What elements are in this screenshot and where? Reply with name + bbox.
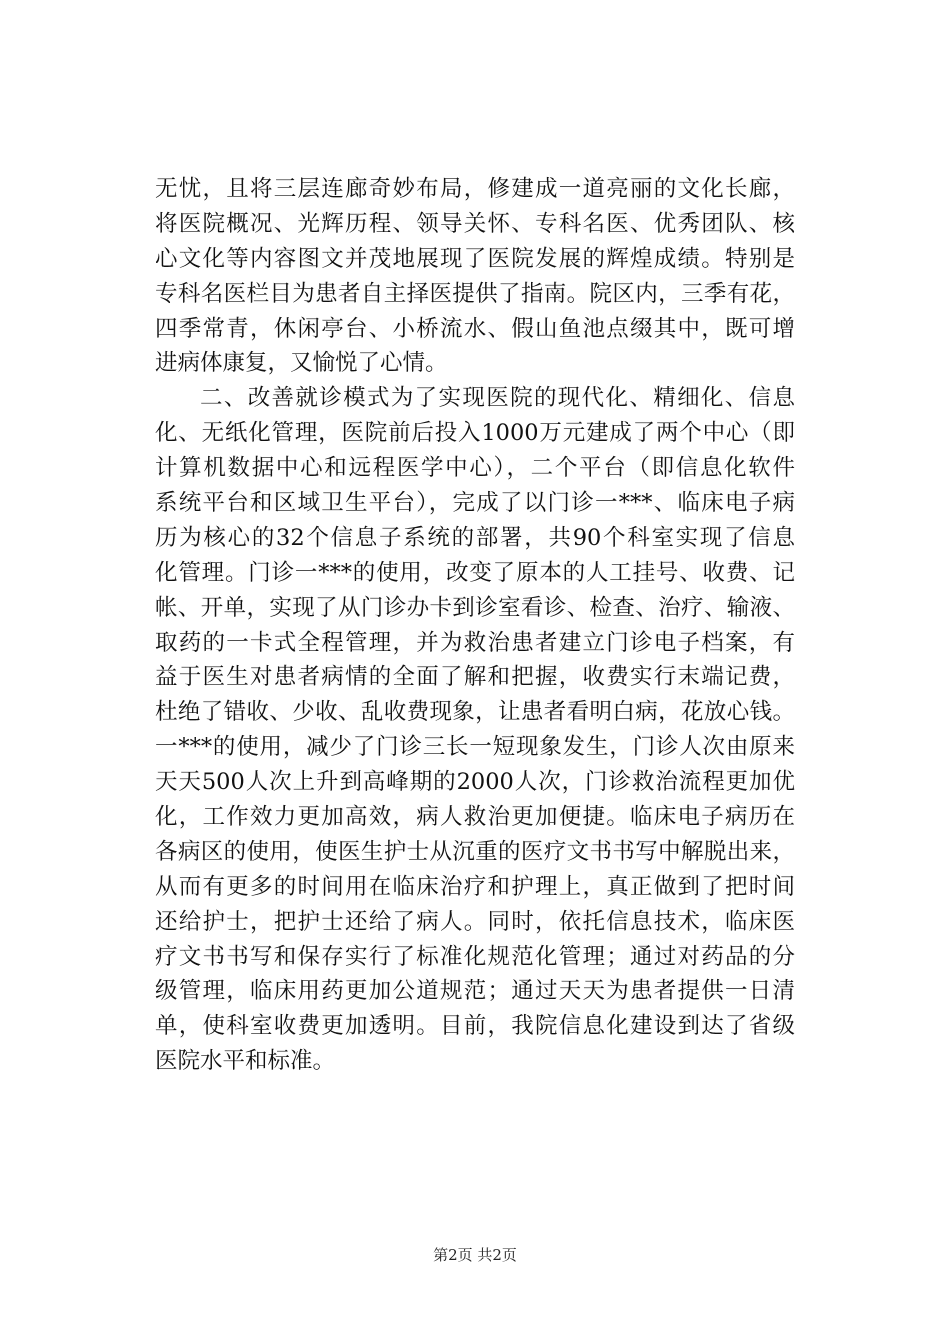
text-line: 化、无纸化管理，医院前后投入1000万元建成了两个中心（即 [155,420,795,447]
text-line: 一***的使用，减少了门诊三长一短现象发生，门诊人次由原来 [155,734,795,761]
text-line: 计算机数据中心和远程医学中心），二个平台（即信息化软件 [155,455,795,482]
text-line: 杜绝了错收、少收、乱收费现象，让患者看明白病，花放心钱。 [155,699,795,726]
text-line: 化，工作效力更加高效，病人救治更加便捷。临床电子病历在 [155,804,795,831]
text-line: 化管理。门诊一***的使用，改变了原本的人工挂号、收费、记 [155,559,795,586]
text-line: 级管理，临床用药更加公道规范；通过天天为患者提供一日清 [155,978,795,1005]
paragraph-start-line: 二、改善就诊模式为了实现医院的现代化、精细化、信息 [200,385,795,412]
text-line: 将医院概况、光辉历程、领导关怀、专科名医、优秀团队、核 [155,210,795,237]
text-line: 医院水平和标准。 [155,1048,336,1075]
text-line: 天天500人次上升到高峰期的2000人次，门诊救治流程更加优 [155,769,795,796]
text-line: 益于医生对患者病情的全面了解和把握，收费实行末端记费， [155,664,795,691]
text-line: 系统平台和区域卫生平台），完成了以门诊一***、临床电子病 [155,490,795,517]
text-line: 单，使科室收费更加透明。目前，我院信息化建设到达了省级 [155,1013,795,1040]
text-line: 从而有更多的时间用在临床治疗和护理上，真正做到了把时间 [155,873,795,900]
text-line: 还给护士，把护士还给了病人。同时，依托信息技术，临床医 [155,908,795,935]
text-line: 历为核心的32个信息子系统的部署，共90个科室实现了信息 [155,524,795,551]
text-line: 心文化等内容图文并茂地展现了医院发展的辉煌成绩。特别是 [155,245,795,272]
text-line: 四季常青，休闲亭台、小桥流水、假山鱼池点缀其中，既可增 [155,315,795,342]
page-number-footer: 第2页 共2页 [433,1246,517,1264]
text-line: 无忧，且将三层连廊奇妙布局，修建成一道亮丽的文化长廊， [155,176,795,202]
text-line: 帐、开单，实现了从门诊办卡到诊室看诊、检查、治疗、输液、 [155,594,795,621]
text-line: 疗文书书写和保存实行了标准化规范化管理；通过对药品的分 [155,943,795,970]
text-line: 取药的一卡式全程管理，并为救治患者建立门诊电子档案，有 [155,629,795,656]
text-line: 专科名医栏目为患者自主择医提供了指南。院区内，三季有花， [155,280,795,307]
text-line: 各病区的使用，使医生护士从沉重的医疗文书书写中解脱出来， [155,838,795,865]
body-text [155,172,795,1079]
text-line: 进病体康复，又愉悦了心情。 [155,350,448,377]
